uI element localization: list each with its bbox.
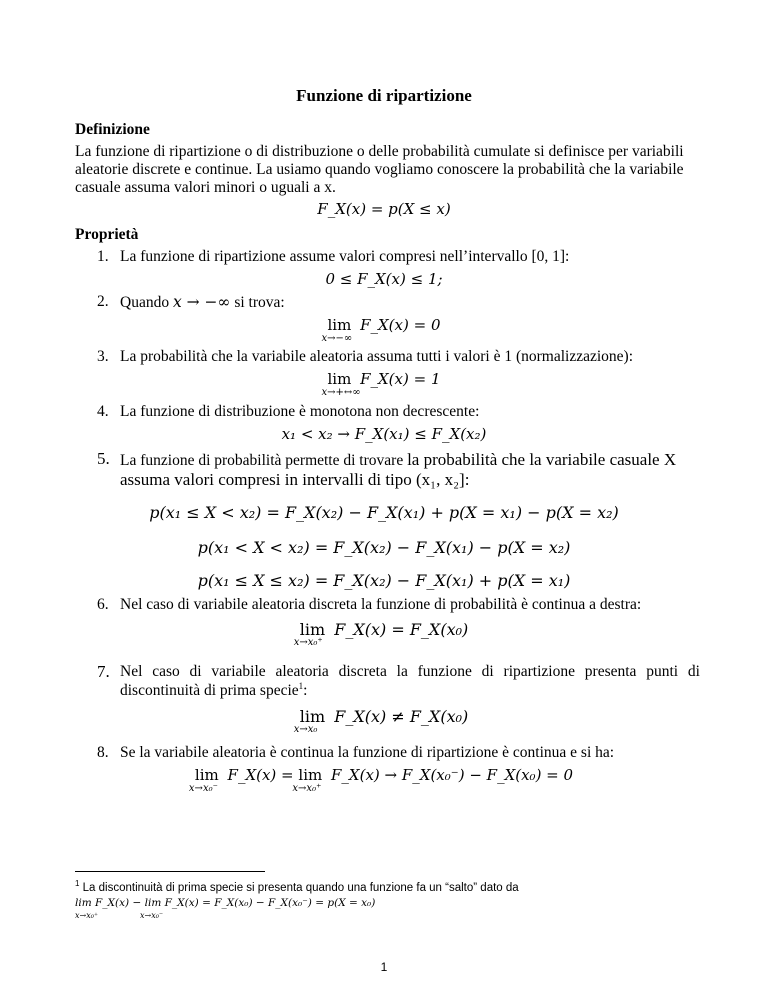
- page-number: 1: [380, 960, 388, 974]
- definition-equation: F_X(x) = p(X ≤ x): [317, 200, 451, 218]
- lim-word: lim: [299, 707, 326, 726]
- limit-expression: F_X(x) = 1: [360, 370, 441, 388]
- item-number: 1.: [97, 248, 109, 265]
- item-number: 2.: [97, 293, 109, 310]
- footnote-subscript: x→x₀⁻: [140, 911, 164, 920]
- item-equation: x₁ < x₂ → F_X(x₁) ≤ F_X(x₂): [281, 425, 487, 443]
- item-text-pre: Quando: [120, 294, 170, 311]
- item-equation: [0, 370, 768, 398]
- limit-operator: [293, 707, 326, 735]
- item-text: [120, 293, 285, 312]
- item-text-b: la probabilità che la variabile casuale X: [407, 450, 677, 469]
- footnote-subscript: x→x₀⁺: [75, 911, 99, 920]
- proprieta-heading: Proprietà: [75, 226, 139, 243]
- definizione-heading: Definizione: [75, 121, 150, 138]
- item-number: 5.: [97, 449, 110, 468]
- definizione-paragraph: La funzione di ripartizione o di distribuzione o delle probabilità cumulate si definisce per variabili aleatorie discrete e continue. La usiamo quando vogliamo conoscere la probabilità che la variabile casuale assuma valori minori o uguali a x.: [75, 143, 684, 196]
- limit-operator: [321, 370, 361, 398]
- limit-expression: F_X(x) =: [227, 766, 294, 784]
- item-text: La funzione di distribuzione è monotona non decrescente:: [120, 403, 480, 420]
- item-text: Nel caso di variabile aleatoria discreta la funzione di probabilità è continua a destra:: [120, 596, 642, 613]
- limit-operator: [292, 766, 323, 794]
- item-text: [120, 681, 307, 700]
- footnote-text: [75, 879, 519, 894]
- lim-word: lim: [298, 766, 323, 784]
- item-text: [120, 450, 676, 470]
- item-number: 4.: [97, 403, 109, 420]
- item-text: Nel caso di variabile aleatoria discreta la funzione di ripartizione presenta punti di: [120, 663, 700, 680]
- page-title: Funzione di ripartizione: [296, 86, 472, 105]
- item-equation: 0 ≤ F_X(x) ≤ 1;: [325, 270, 443, 288]
- limit-subscript: x→+↔∞: [321, 387, 361, 398]
- limit-operator: [321, 316, 353, 344]
- limit-expression: F_X(x) = F_X(x₀): [334, 620, 469, 639]
- limit-subscript: x→x₀⁺: [292, 783, 322, 794]
- item-text-post: si trova:: [234, 294, 285, 311]
- limit-expression: F_X(x) → F_X(x₀⁻) − F_X(x₀) = 0: [331, 766, 574, 784]
- item-text: Se la variabile aleatoria è continua la funzione di ripartizione è continua e si ha:: [120, 744, 615, 761]
- item-number: 6.: [97, 596, 109, 613]
- item-text: La funzione di ripartizione assume valori compresi nell’intervallo [0, 1]:: [120, 248, 570, 265]
- item-text-c: assuma valori compresi in intervalli di tipo (x₁, x₂]:: [120, 470, 470, 489]
- limit-operator: [293, 620, 326, 648]
- item-equation: [0, 707, 768, 735]
- limit-subscript: x→x₀⁺: [293, 637, 323, 648]
- footnote-divider: [75, 871, 265, 872]
- lim-word: lim: [299, 620, 326, 639]
- footnote-body: La discontinuità di prima specie si presenta quando una funzione fa un “salto” dato da: [82, 881, 519, 894]
- item-text-math: x → −∞: [172, 293, 231, 311]
- item-equation: [0, 620, 768, 648]
- footnote-number: 1: [75, 879, 80, 888]
- lim-word: lim: [194, 766, 219, 784]
- item-equation: [0, 766, 768, 794]
- item-text-b: discontinuità di prima specie: [120, 682, 299, 700]
- item-text-a: La funzione di probabilità permette di trovare: [120, 452, 404, 469]
- item-number: 7.: [97, 662, 110, 681]
- item-number: 8.: [97, 744, 109, 761]
- footnote-mark: 1: [298, 681, 304, 691]
- item-equation: p(x₁ ≤ X < x₂) = F_X(x₂) − F_X(x₁) + p(X = x₁) − p(X = x₂): [149, 503, 619, 522]
- item-equation: [0, 316, 768, 344]
- limit-expression: F_X(x) ≠ F_X(x₀): [334, 707, 469, 726]
- limit-operator: [188, 766, 219, 794]
- limit-expression: F_X(x) = 0: [360, 316, 441, 334]
- limit-subscript: x→x₀: [293, 724, 318, 735]
- footnote-equation: lim F_X(x) − lim F_X(x) = F_X(x₀) − F_X(x₀⁻) = p(X = x₀): [75, 897, 376, 909]
- limit-subscript: x→−∞: [321, 333, 353, 344]
- limit-subscript: x→x₀⁻: [188, 783, 218, 794]
- lim-word: lim: [327, 370, 352, 388]
- item-equation: p(x₁ ≤ X ≤ x₂) = F_X(x₂) − F_X(x₁) + p(X = x₁): [197, 571, 571, 590]
- item-text-end: :: [303, 682, 308, 700]
- item-number: 3.: [97, 348, 109, 365]
- item-equation: p(x₁ < X < x₂) = F_X(x₂) − F_X(x₁) − p(X = x₂): [197, 538, 571, 557]
- item-text: La probabilità che la variabile aleatoria assuma tutti i valori è 1 (normalizzazione):: [120, 348, 633, 365]
- lim-word: lim: [327, 316, 352, 334]
